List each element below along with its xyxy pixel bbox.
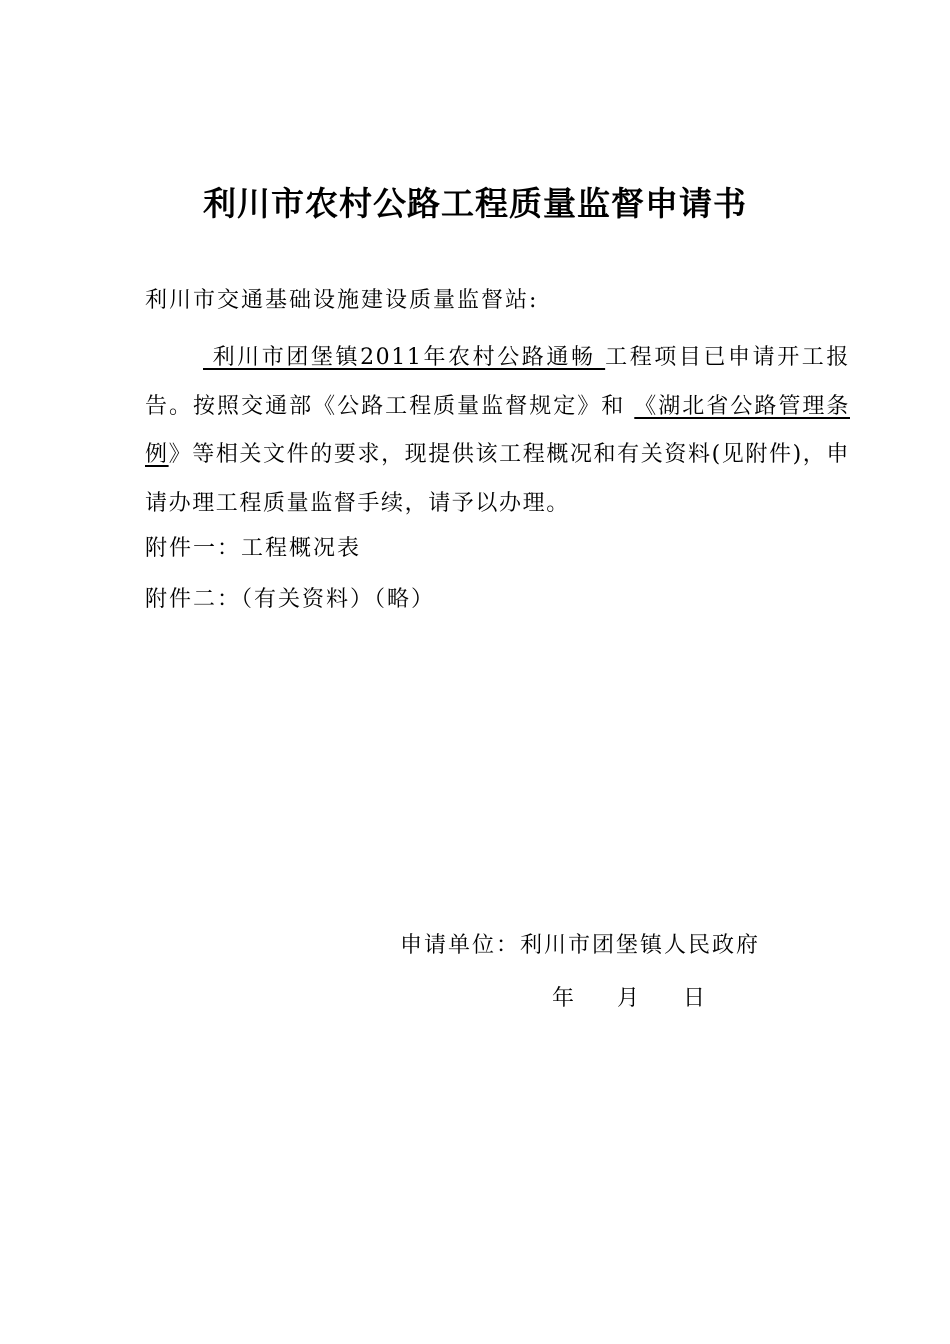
project-name: 利川市团堡镇2011年农村公路通畅: [203, 345, 606, 370]
attachment-2: 附件二：（有关资料）（略）: [145, 587, 436, 612]
regulation-name: 《湖北省公路管理条例: [145, 393, 850, 467]
year-label: 年: [552, 986, 575, 1011]
applicant-signature: 申请单位：利川市团堡镇人民政府: [400, 933, 761, 958]
date-line: [552, 983, 705, 1015]
document-title: 利川市农村公路工程质量监督申请书: [203, 184, 747, 223]
paragraph-text-2: 》等相关文件的要求，现提供该工程概况和有关资料(见附件)，申请办理工程质量监督手续，请予以办理。: [145, 442, 850, 516]
paragraph-text-1: 工程项目已申请开工报告。按照交通部《公路工程质量监督规定》和: [145, 345, 850, 419]
day-label: 日: [683, 986, 706, 1011]
application-paragraph: [145, 334, 850, 528]
month-label: 月: [617, 986, 640, 1011]
salutation: 利川市交通基础设施建设质量监督站:: [145, 288, 539, 313]
attachment-1: 附件一：工程概况表: [145, 536, 362, 561]
